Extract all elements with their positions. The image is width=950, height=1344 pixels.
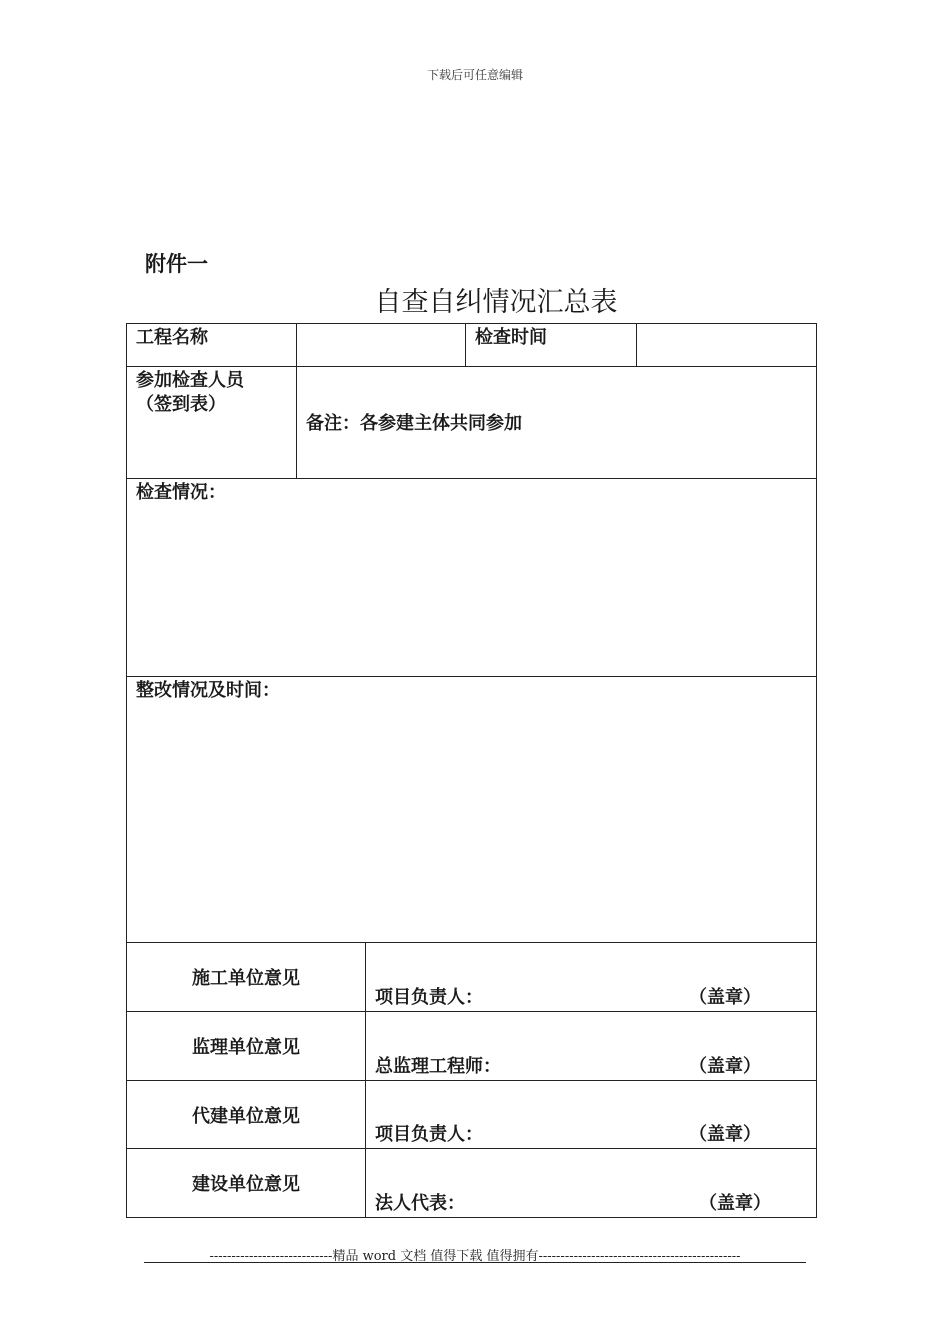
inspection-status-row: [127, 479, 817, 677]
opinion-sign-field[interactable]: [366, 1149, 817, 1218]
opinion-seal-label: （盖章）: [689, 1056, 761, 1077]
opinion-row: [127, 1081, 817, 1149]
footer-note: ----------------------------精品 word 文档 值得下载 值得拥有----------------------------------------------: [209, 1249, 741, 1264]
opinion-sign-field[interactable]: [366, 943, 817, 1012]
opinion-signer-label: 法人代表：: [375, 1193, 465, 1214]
rectification-label: 整改情况及时间：: [136, 680, 280, 701]
participants-label: [127, 367, 296, 417]
opinion-row: [127, 1012, 817, 1081]
footer-divider: [144, 1262, 806, 1263]
opinion-unit-cell: [127, 1012, 366, 1081]
opinion-unit-label: 施工单位意见: [192, 968, 300, 989]
inspection-status-label: 检查情况：: [136, 482, 226, 503]
page-title: 自查自纠情况汇总表: [374, 287, 618, 318]
opinion-unit-cell: [127, 1081, 366, 1149]
rectification-row: [127, 677, 817, 943]
project-name-label-cell: [127, 324, 297, 367]
opinion-row: [127, 943, 817, 1012]
project-name-field[interactable]: [297, 324, 466, 367]
inspection-time-label: 检查时间: [475, 327, 547, 348]
opinion-sign-field[interactable]: [366, 1081, 817, 1149]
participants-label-cell: [127, 367, 297, 479]
opinion-unit-label: 代建单位意见: [192, 1105, 300, 1127]
opinion-unit-label: 监理单位意见: [192, 1037, 300, 1058]
opinion-signer-label: 总监理工程师：: [375, 1056, 501, 1077]
header-note: 下载后可任意编辑: [426, 68, 523, 82]
opinion-unit-cell: [127, 943, 366, 1012]
participants-field[interactable]: [297, 367, 817, 479]
attachment-label: 附件一: [145, 252, 208, 276]
opinion-seal-label: （盖章）: [689, 1124, 761, 1145]
inspection-time-label-cell: [466, 324, 637, 367]
participants-row: [127, 367, 817, 479]
participants-remark: 备注：各参建主体共同参加: [306, 413, 522, 434]
opinion-row: [127, 1149, 817, 1218]
summary-form-table: [126, 323, 817, 1218]
inspection-time-value: [637, 324, 816, 326]
participants-label-line2: （签到表）: [136, 394, 226, 415]
project-name-value: [297, 324, 465, 326]
inspection-status-field[interactable]: [127, 479, 817, 677]
opinion-unit-cell: [127, 1149, 366, 1218]
opinion-seal-label: （盖章）: [689, 987, 761, 1008]
opinion-seal-label: （盖章）: [699, 1193, 771, 1214]
project-name-label: 工程名称: [136, 327, 208, 348]
project-row: [127, 324, 817, 367]
rectification-field[interactable]: [127, 677, 817, 943]
inspection-time-field[interactable]: [637, 324, 817, 367]
participants-label-line1: 参加检查人员: [136, 370, 244, 391]
opinion-unit-label: 建设单位意见: [192, 1174, 300, 1195]
opinion-signer-label: 项目负责人：: [375, 987, 483, 1008]
opinion-signer-label: 项目负责人：: [375, 1124, 483, 1145]
opinion-sign-field[interactable]: [366, 1012, 817, 1081]
